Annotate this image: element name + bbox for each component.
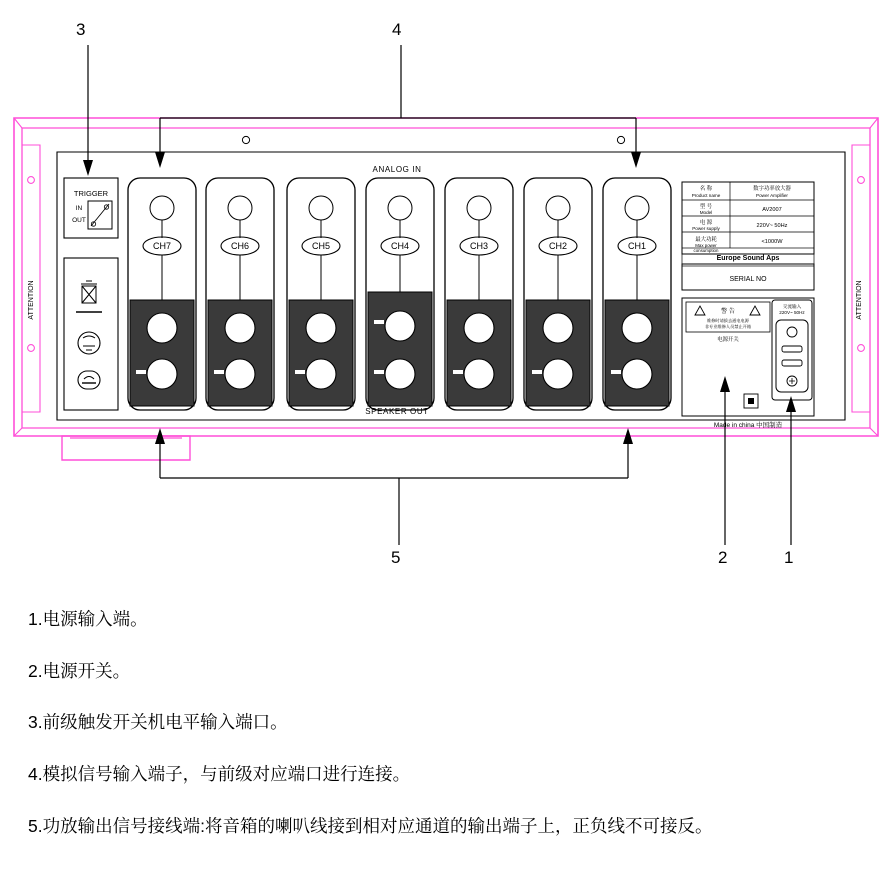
svg-text:CH7: CH7: [152, 241, 172, 251]
svg-text:交流输入: 交流输入: [782, 304, 802, 309]
svg-text:数字功率放大器: 数字功率放大器: [753, 186, 791, 192]
svg-text:CH1: CH1: [627, 241, 647, 251]
spec-plate: [682, 182, 814, 266]
svg-text:220V~ 50Hz: 220V~ 50Hz: [756, 223, 788, 229]
svg-text:ATTENTION: ATTENTION: [28, 280, 35, 320]
svg-text:CH3: CH3: [469, 241, 489, 251]
note-item-5: 5.功放输出信号接线端:将音箱的喇叭线接到相对应通道的输出端子上，正负线不可接反。: [28, 815, 713, 836]
speaker-out-label: SPEAKER OUT: [365, 407, 429, 416]
svg-text:<1000W: <1000W: [761, 239, 783, 245]
svg-text:型 号: 型 号: [699, 204, 713, 210]
svg-text:Power Amplifier: Power Amplifier: [756, 193, 788, 198]
svg-text:Product name: Product name: [691, 193, 721, 198]
svg-text:Made in china 中国制造: Made in china 中国制造: [713, 422, 783, 429]
svg-text:SERIAL NO: SERIAL NO: [729, 276, 767, 283]
safety-symbols-block: [64, 258, 118, 410]
svg-text:最大功耗: 最大功耗: [695, 237, 717, 243]
svg-text:非专业维修人员禁止开箱: 非专业维修人员禁止开箱: [704, 324, 752, 329]
svg-text:consumption: consumption: [693, 248, 719, 253]
svg-text:CH5: CH5: [311, 241, 331, 251]
callout-number-4: 4: [392, 20, 402, 39]
serial-plate: [682, 264, 814, 290]
channel-strip-ch1: [603, 178, 671, 410]
svg-text:维修时请拔去通电电源: 维修时请拔去通电电源: [707, 318, 749, 323]
svg-text:CH2: CH2: [548, 241, 568, 251]
note-item-3: 3.前级触发开关机电平输入端口。: [28, 712, 288, 733]
svg-text:名 称: 名 称: [699, 186, 713, 192]
svg-text:Europe Sound Aps: Europe Sound Aps: [716, 255, 780, 262]
svg-text:IN: IN: [75, 205, 83, 212]
certification-icon: [78, 332, 100, 354]
svg-text:警 告: 警 告: [721, 309, 735, 315]
svg-text:AV2007: AV2007: [762, 207, 782, 213]
note-item-2: 2.电源开关。: [28, 660, 131, 681]
svg-text:电源开关: 电源开关: [717, 337, 739, 343]
svg-text:CH6: CH6: [230, 241, 250, 251]
channel-strip-ch3: [445, 178, 513, 410]
rohs-icon: [78, 371, 100, 389]
channel-strips: [128, 178, 671, 410]
callout-lines: [83, 45, 796, 545]
channel-strip-ch5: [287, 178, 355, 410]
svg-text:TRIGGER: TRIGGER: [73, 189, 109, 198]
svg-text:220V~ 50Hz: 220V~ 50Hz: [779, 310, 805, 315]
svg-text:电 源: 电 源: [699, 220, 713, 226]
note-item-1: 1.电源输入端。: [28, 609, 148, 629]
svg-text:Power supply: Power supply: [692, 226, 720, 231]
note-item-4: 4.模拟信号输入端子，与前级对应端口进行连接。: [28, 763, 411, 784]
weee-bin-icon: [76, 281, 102, 312]
chassis-outline: [14, 118, 878, 460]
svg-text:Max power: Max power: [695, 243, 717, 248]
callout-number-5: 5: [391, 548, 401, 567]
callout-number-1: 1: [784, 548, 794, 567]
channel-strip-ch4: [366, 178, 434, 410]
notes-list: [28, 608, 878, 866]
analog-in-label: ANALOG IN: [372, 165, 422, 174]
trigger-block: [64, 178, 118, 238]
callout-number-2: 2: [718, 548, 728, 567]
channel-strip-ch6: [206, 178, 274, 410]
svg-text:ATTENTION: ATTENTION: [856, 280, 863, 320]
svg-text:OUT: OUT: [72, 217, 86, 224]
callout-number-3: 3: [76, 20, 86, 39]
svg-text:CH4: CH4: [390, 241, 410, 251]
svg-text:Model: Model: [699, 210, 713, 215]
channel-strip-ch7: [128, 178, 196, 410]
channel-strip-ch2: [524, 178, 592, 410]
